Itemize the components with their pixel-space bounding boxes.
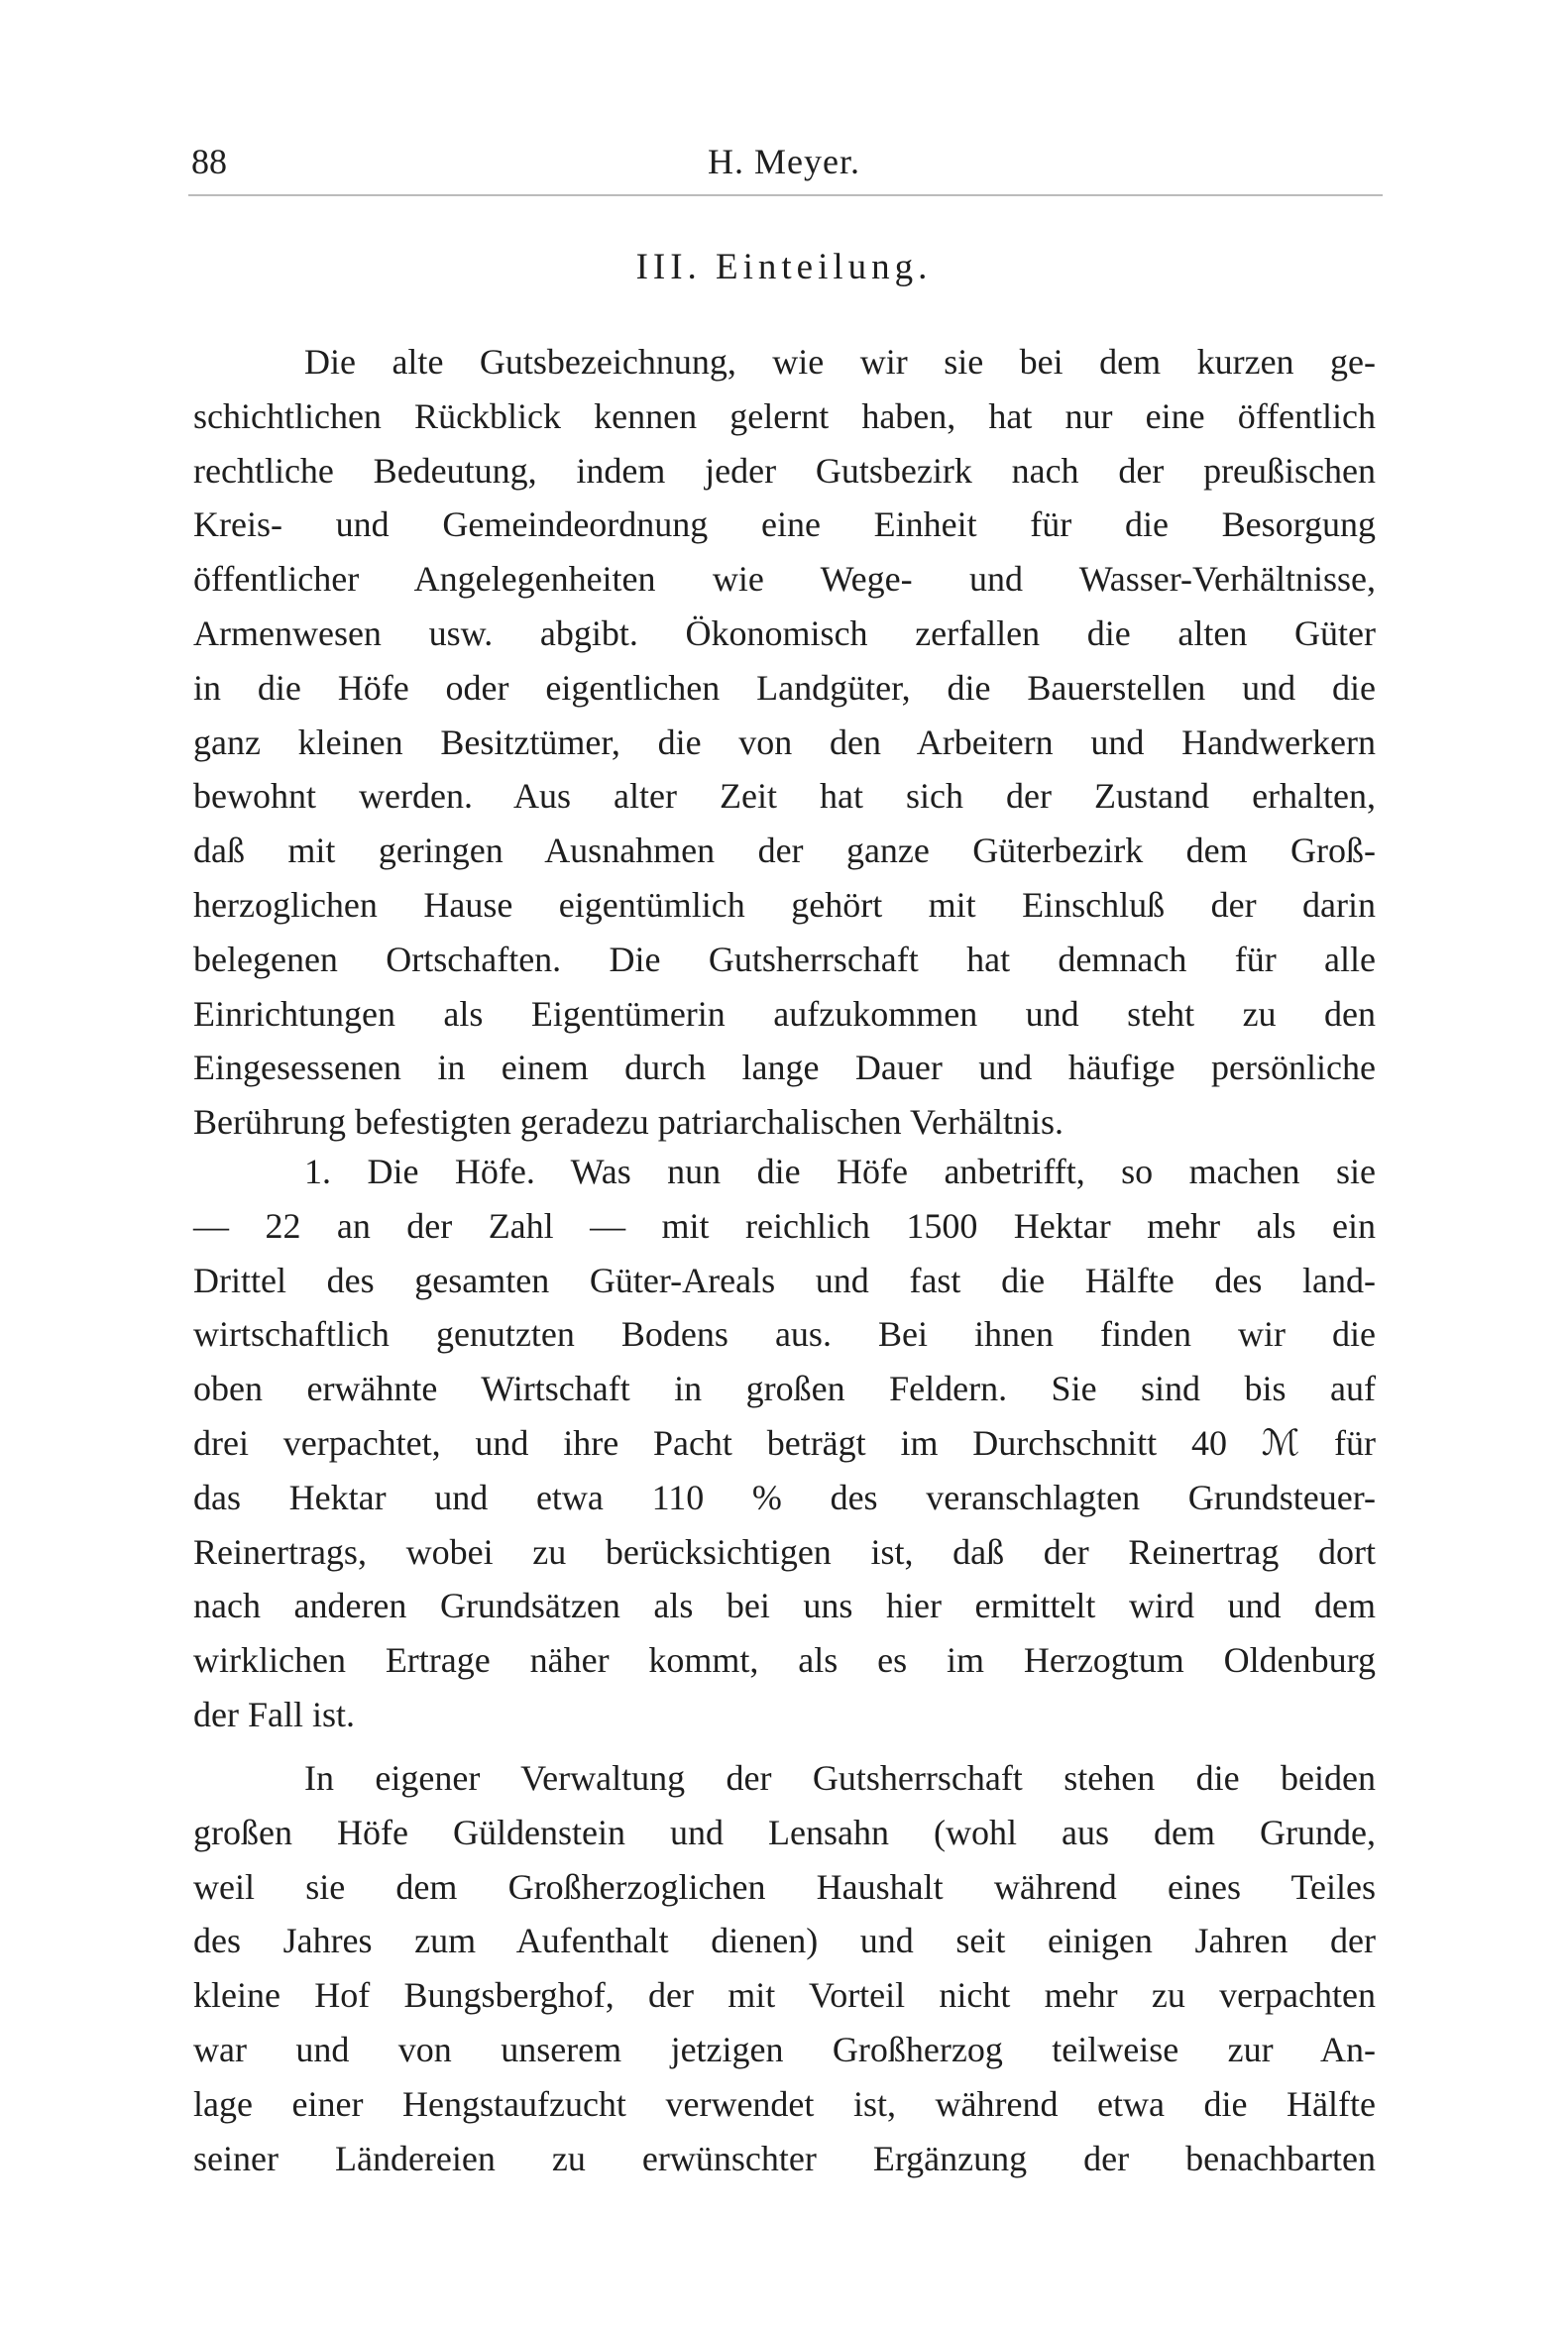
page-number: 88 <box>191 142 227 181</box>
text-line: großen Höfe Güldenstein und Lensahn (wohl aus dem Grunde, <box>193 1812 1376 1852</box>
text-line: Kreis- und Gemeindeordnung eine Einheit für die Besorgung <box>193 504 1376 545</box>
text-line: lage einer Hengstaufzucht verwendet ist, während etwa die Hälfte <box>193 2083 1376 2124</box>
text-line: herzoglichen Hause eigentümlich gehört mit Einschluß der darin <box>193 885 1376 925</box>
text-line: 1. Die Höfe. Was nun die Höfe anbetrifft, so machen sie <box>304 1152 1376 1191</box>
text-line: das Hektar und etwa 110 % des veranschlagten Grundsteuer- <box>193 1477 1376 1517</box>
text-line: der Fall ist. <box>193 1695 355 1734</box>
text-line: des Jahres zum Aufenthalt dienen) und seit einigen Jahren der <box>193 1921 1376 1961</box>
text-line: nach anderen Grundsätzen als bei uns hier ermittelt wird und dem <box>193 1586 1376 1626</box>
text-line: seiner Ländereien zu erwünschter Ergänzung der benachbarten <box>193 2138 1376 2178</box>
text-line: belegenen Ortschaften. Die Gutsherrschaft hat demnach für alle <box>193 939 1376 979</box>
text-line: schichtlichen Rückblick kennen gelernt haben, hat nur eine öffentlich <box>193 395 1376 436</box>
text-line: Armenwesen usw. abgibt. Ökonomisch zerfallen die alten Güter <box>193 613 1376 653</box>
text-line: öffentlicher Angelegenheiten wie Wege- und Wasser-Verhältnisse, <box>193 559 1376 600</box>
text-line: Reinertrags, wobei zu berücksichtigen ist, daß der Reinertrag dort <box>193 1531 1376 1572</box>
text-line: war und von unserem jetzigen Großherzog teilweise zur An- <box>193 2030 1376 2069</box>
running-head: H. Meyer. <box>708 142 860 181</box>
text-line: rechtliche Bedeutung, indem jeder Gutsbezirk nach der preußischen <box>193 450 1376 491</box>
section-heading: III. Einteilung. <box>635 247 933 287</box>
text-line: In eigener Verwaltung der Gutsherrschaft stehen die beiden <box>304 1758 1376 1798</box>
text-line: bewohnt werden. Aus alter Zeit hat sich der Zustand erhalten, <box>193 776 1376 817</box>
text-line: Eingesessenen in einem durch lange Dauer und häufige persönliche <box>193 1048 1376 1088</box>
text-line: in die Höfe oder eigentlichen Landgüter, die Bauerstellen und die <box>193 667 1376 708</box>
text-line: wirtschaftlich genutzten Bodens aus. Bei ihnen finden wir die <box>193 1314 1376 1355</box>
text-line: weil sie dem Großherzoglichen Haushalt während eines Teiles <box>193 1866 1376 1907</box>
text-line: Berührung befestigten geradezu patriarchalischen Verhältnis. <box>193 1102 1064 1143</box>
text-line: ganz kleinen Besitztümer, die von den Arbeitern und Handwerkern <box>193 721 1376 762</box>
header-rule <box>188 194 1383 196</box>
text-line: Einrichtungen als Eigentümerin aufzukommen und steht zu den <box>193 993 1376 1034</box>
text-line: daß mit geringen Ausnahmen der ganze Güterbezirk dem Groß- <box>193 831 1376 871</box>
text-line: — 22 an der Zahl — mit reichlich 1500 Hektar mehr als ein <box>193 1205 1376 1246</box>
text-line: kleine Hof Bungsberghof, der mit Vorteil nicht mehr zu verpachten <box>193 1975 1376 2016</box>
text-line: Die alte Gutsbezeichnung, wie wir sie bei dem kurzen ge- <box>304 342 1376 382</box>
text-line: wirklichen Ertrage näher kommt, als es im Herzogtum Oldenburg <box>193 1640 1376 1681</box>
text-line: oben erwähnte Wirtschaft in großen Feldern. Sie sind bis auf <box>193 1369 1376 1409</box>
text-line: Drittel des gesamten Güter-Areals und fast die Hälfte des land- <box>193 1260 1376 1300</box>
text-line: drei verpachtet, und ihre Pacht beträgt im Durchschnitt 40 ℳ für <box>193 1423 1376 1463</box>
